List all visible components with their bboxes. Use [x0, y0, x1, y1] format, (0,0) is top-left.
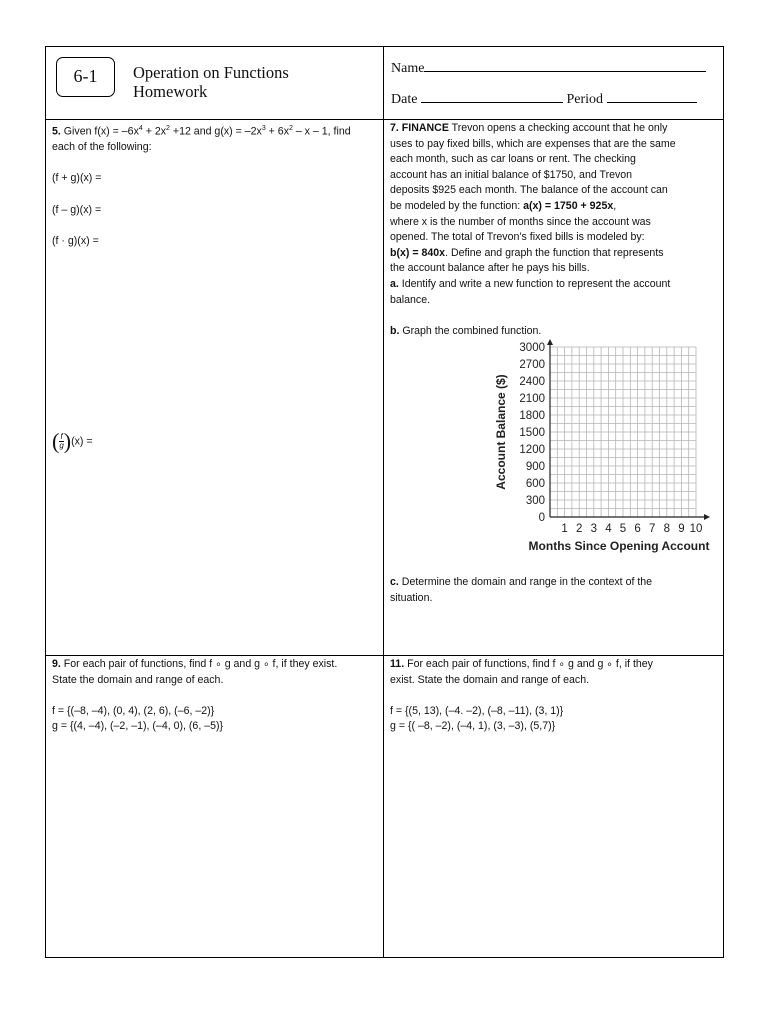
q5-difference: (f – g)(x) = — [52, 203, 102, 216]
y-tick-label: 3000 — [519, 342, 545, 354]
name-line[interactable] — [424, 59, 706, 72]
q5-sum: (f + g)(x) = — [52, 172, 102, 185]
y-tick-label: 2700 — [519, 359, 545, 371]
x-tick-label: 7 — [648, 523, 656, 535]
q11-f: f = {(5, 13), (–4. –2), (–8, –11), (3, 1)} — [390, 704, 564, 717]
x-tick-label: 8 — [663, 523, 671, 535]
q7-part-b: b. Graph the combined function. — [390, 324, 542, 337]
date-period-field[interactable]: Date Period — [391, 90, 697, 108]
y-axis-arrow-icon — [547, 339, 553, 345]
x-axis-arrow-icon — [704, 514, 710, 520]
q5-product: (f · g)(x) = — [52, 234, 99, 247]
x-tick-label: 4 — [605, 523, 612, 535]
y-tick-label: 1200 — [519, 444, 545, 456]
y-tick-label: 300 — [525, 495, 545, 507]
y-tick-label: 600 — [525, 478, 545, 490]
header-info-cell — [384, 47, 724, 119]
y-tick-label: 900 — [525, 461, 545, 473]
question-7: 7. FINANCE Trevon opens a checking account that he only uses to pay fixed bills, which are expenses that are the same each month, such as car loans or rent. The checking account has an initial balance of $1750, and Trevon deposits $925 each month. The balance of the account can be modeled by the function: a(x) = 1750 + 925x, where x is the number of months since the account was opened. The total of Trevon’s fixed bills is modeled by: b(x) = 840x. Define and graph the function that represents the account balance after he pays his bills. a. Identify and write a new function to represent the account balance. b. Graph the combined function. — [390, 121, 722, 339]
row-divider — [46, 655, 723, 656]
x-tick-label: 3 — [590, 523, 598, 535]
y-axis-label: Account Balance ($) — [494, 374, 508, 490]
x-axis-label: Months Since Opening Account — [528, 539, 710, 553]
q9-f: f = {(–8, –4), (0, 4), (2, 6), (–6, –2)} — [52, 704, 215, 717]
q11-g: g = {( –8, –2), (–4, 1), (3, –3), (5,7)} — [390, 720, 556, 733]
period-line[interactable] — [607, 90, 697, 103]
q9-g: g = {(4, –4), (–2, –1), (–4, 0), (6, –5)} — [52, 720, 224, 733]
x-tick-label: 9 — [678, 523, 685, 535]
x-tick-label: 6 — [634, 523, 641, 535]
worksheet — [45, 46, 724, 958]
name-field[interactable]: Name — [391, 59, 706, 77]
q5-prompt: 5. Given $f(x) = -6x^4 + 2x^2 +12$ and $g(x) = -2x^3 + 6x^2 - x - 1$, find — [52, 125, 351, 138]
lesson-badge: 6-1 — [56, 57, 115, 97]
x-tick-label: 10 — [689, 523, 703, 535]
y-tick-label: 1500 — [519, 427, 545, 439]
x-tick-label: 2 — [575, 523, 583, 535]
q7-part-c: c. Determine the domain and range in the context of the situation. — [390, 576, 653, 604]
header-divider — [46, 119, 723, 120]
x-tick-label: 1 — [561, 523, 568, 535]
question-9: 9. For each pair of functions, find f ∘ g and g ∘ f, if they exist. State the domain and range of each. f = {(–8, –4), (0, 4), (2, 6), (–6, –2)} g = {(4, –4), (–2, –1), (–4, 0), (6, –5)} — [52, 657, 380, 735]
header-title-cell — [46, 47, 383, 119]
question-5: 5. Given $f(x) = -6x^4 + 2x^2 +12$ and $g(x) = -2x^3 + 6x^2 - x - 1$, find each of the following: (f + g)(x) = (f – g)(x) = (f · g)(x) = — [52, 121, 380, 249]
question-11: 11. For each pair of functions, find f ∘ g and g ∘ f, if they exist. State the domain and range of each. f = {(5, 13), (–4. –2), (–8, –11), (3, 1)} g = {( –8, –2), (–4, 1), (3, –3), (5,7)} — [390, 657, 722, 735]
q7-part-a: a. Identify and write a new function to represent the account — [390, 277, 671, 290]
date-line[interactable] — [421, 90, 563, 103]
y-tick-label: 2100 — [519, 393, 545, 405]
y-tick-label: 0 — [538, 512, 545, 524]
page-title: Operation on Functions Homework — [133, 63, 289, 101]
y-tick-label: 1800 — [519, 410, 545, 422]
column-divider — [383, 47, 384, 957]
blank-graph-grid — [441, 342, 710, 565]
x-tick-label: 5 — [619, 523, 627, 535]
q5-quotient: ( $\frac{f}{g}$ )(x) = — [52, 428, 93, 454]
y-tick-label: 2400 — [519, 376, 545, 388]
